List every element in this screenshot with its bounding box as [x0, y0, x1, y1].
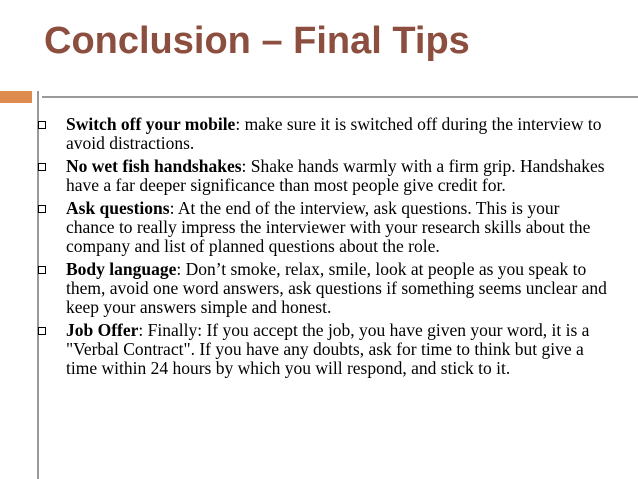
bullet-title: Switch off your mobile [66, 114, 236, 134]
checkbox-icon [38, 205, 46, 213]
bullet-text: : make sure it is switched off during the interview to avoid distractions. [66, 114, 602, 153]
bullet-list [30, 115, 610, 382]
horizontal-divider [42, 96, 638, 98]
bullet-item-job-offer [30, 321, 610, 378]
bullet-title: Ask questions [66, 198, 170, 218]
bullet-text: : Shake hands warmly with a firm grip. Handshakes have a far deeper significance than most people give credit for. [66, 156, 605, 195]
checkbox-icon [38, 266, 46, 274]
bullet-text: : Finally: If you accept the job, you have given your word, it is a "Verbal Contract". If you have any doubts, ask for time to think but give a time within 24 hours by which you will respond, and stick to it. [66, 320, 590, 378]
checkbox-icon [38, 163, 46, 171]
bullet-title: No wet fish handshakes [66, 156, 242, 176]
bullet-text: : At the end of the interview, ask questions. This is your chance to really impress the interviewer with your research skills about the company and list of planned questions about the role. [66, 198, 591, 256]
accent-bar [0, 91, 32, 103]
bullet-text: : Don’t smoke, relax, smile, look at people as you speak to them, avoid one word answers, ask questions if something seems unclear and keep your answers simple and honest. [66, 259, 607, 317]
checkbox-icon [38, 121, 46, 129]
bullet-title: Body language [66, 259, 177, 279]
bullet-item-mobile [30, 115, 610, 153]
slide-title: Conclusion – Final Tips [44, 20, 470, 62]
bullet-item-handshakes [30, 157, 610, 195]
checkbox-icon [38, 327, 46, 335]
bullet-title: Job Offer [66, 320, 139, 340]
bullet-item-body-language [30, 260, 610, 317]
bullet-item-questions [30, 199, 610, 256]
